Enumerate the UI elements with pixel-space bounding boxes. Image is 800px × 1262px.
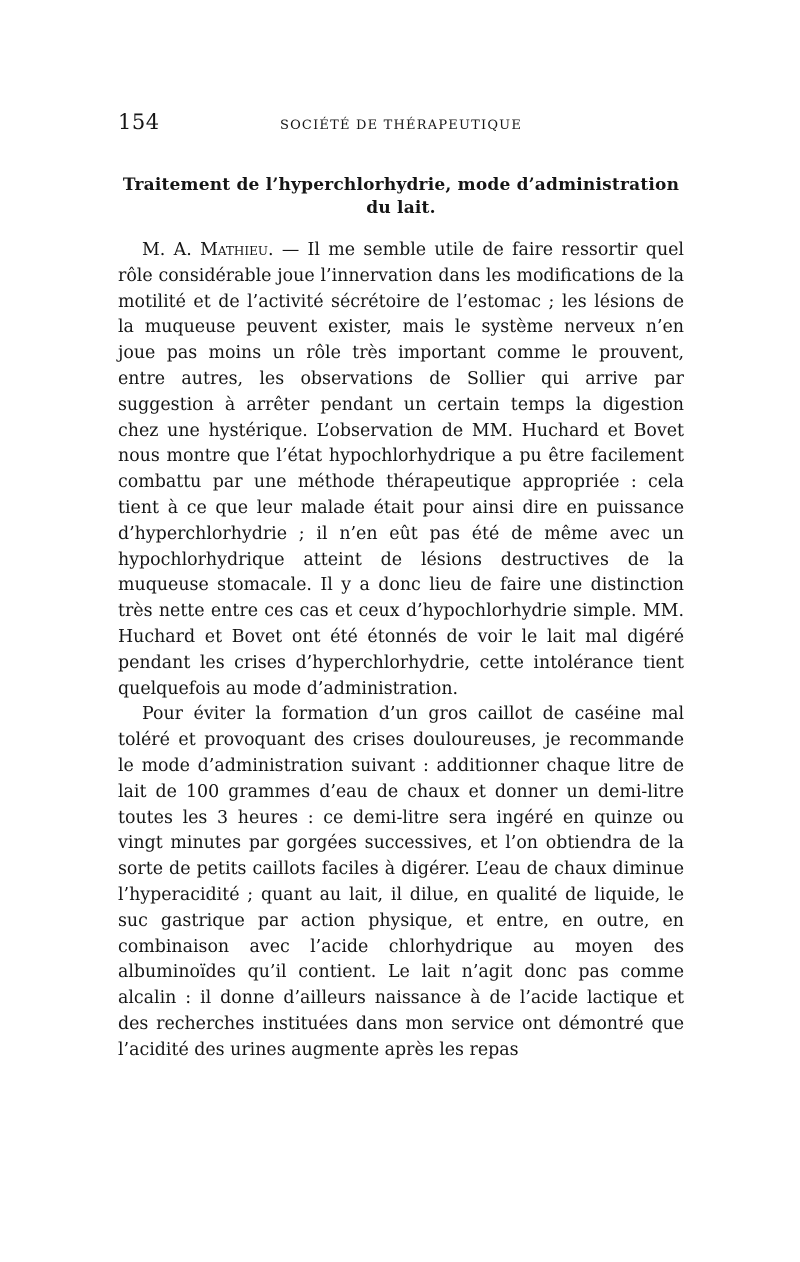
speaker-name: M. A. Mathieu. — [142, 240, 274, 260]
paragraph — [118, 238, 684, 702]
paragraph-text: Pour éviter la formation d’un gros caillot de caséine mal toléré et provoquant des crises douloureuses, je recommande le mode d’administration suivant : additionner chaque litre de lait de 100 grammes d’eau de chaux et donner un demi-litre toutes les 3 heures : ce demi-litre sera ingéré en quinze ou vingt minutes par gorgées successives, et l’on obtiendra de la sorte de petits caillots faciles à digérer. L’eau de chaux diminue l’hyperacidité ; quant au lait, il dilue, en qualité de liquide, le suc gastrique par action physique, et entre, en outre, en combinaison avec l’acide chlorhydrique au moyen des albuminoïdes qu’il contient. Le lait n’agit donc pas comme alcalin : il donne d’ailleurs naissance à de l’acide lactique et des recherches instituées dans mon service ont démontré que l’acidité des urines augmente après les repas — [118, 704, 684, 1060]
section-title: Traitement de l’hyperchlorhydrie, mode d’administration du lait. — [122, 175, 680, 218]
page-number: 154 — [118, 110, 160, 134]
paragraph — [118, 702, 684, 1063]
page-header — [118, 110, 684, 146]
paragraph-text: — Il me semble utile de faire ressortir quel rôle considérable joue l’innervation dans les modifications de la motilité et de l’activité sécrétoire de l’estomac ; les lésions de la muqueuse peuvent exister, mais le système nerveux n’en joue pas moins un rôle très important comme le prouvent, entre autres, les observations de Sollier qui arrive par suggestion à arrêter pendant un certain temps la digestion chez une hystérique. L’observation de MM. Huchard et Bovet nous montre que l’état hypochlorhydrique a pu être facilement combattu par une méthode thérapeutique appropriée : cela tient à ce que leur malade était pour ainsi dire en puissance d’hyperchlorhydrie ; il n’en eût pas été de même avec un hypochlorhydrique atteint de lésions destructives de la muqueuse stomacale. Il y a donc lieu de faire une distinction très nette entre ces cas et ceux d’hypochlorhydrie simple. MM. Huchard et Bovet ont été étonnés de voir le lait mal digéré pendant les crises d’hyperchlorhydrie, cette intolérance tient quelquefois au mode d’administration. — [118, 240, 684, 699]
body-text — [118, 238, 684, 1064]
book-page — [118, 110, 684, 1064]
running-title: SOCIÉTÉ DE THÉRAPEUTIQUE — [279, 118, 523, 133]
